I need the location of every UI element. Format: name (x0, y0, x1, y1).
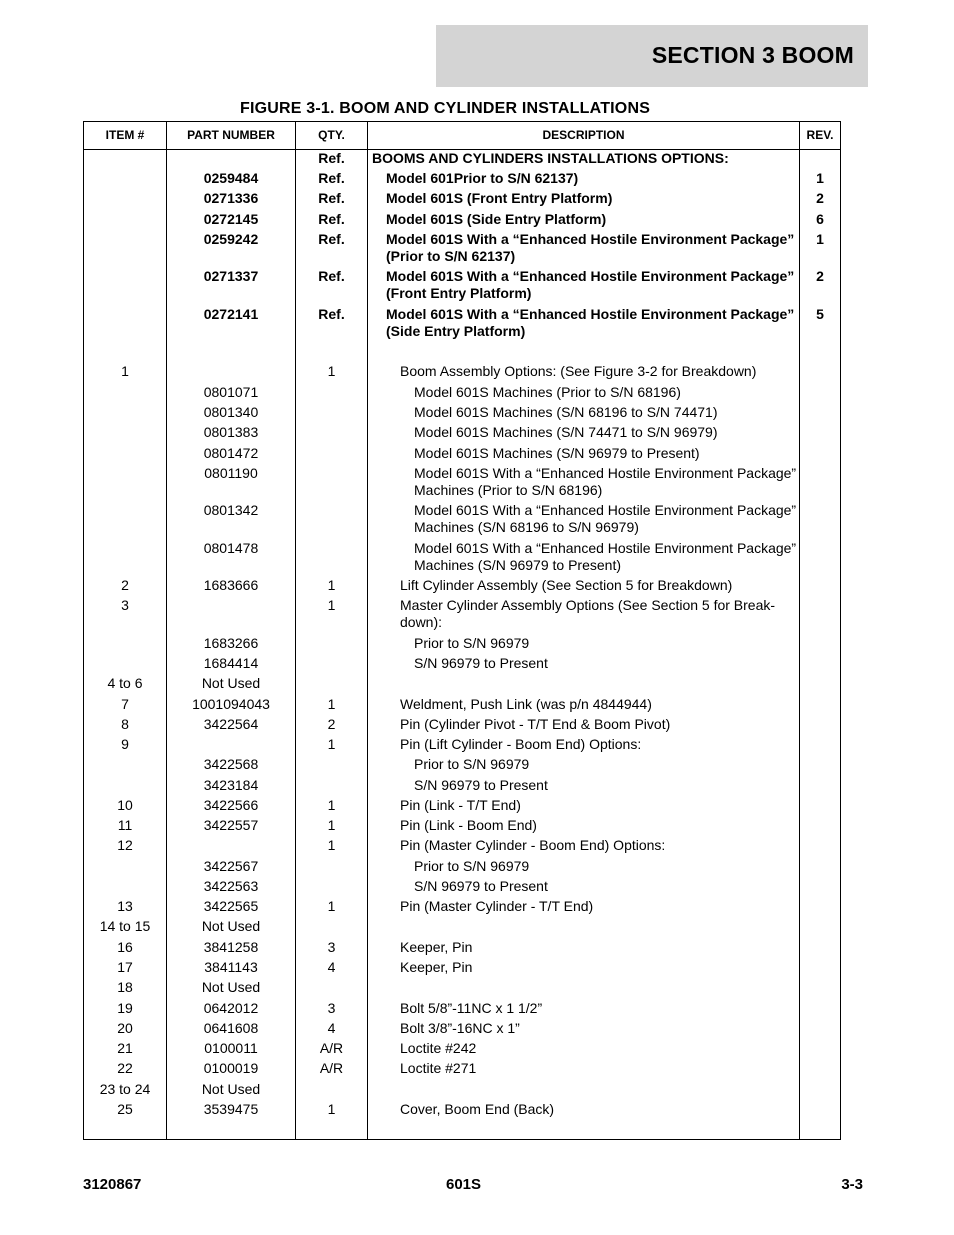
part-number: 0100019 (203, 1060, 259, 1076)
description: Pin (Master Cylinder - Boom End) Options: (400, 837, 666, 853)
section-title: SECTION 3 BOOM (651, 42, 854, 68)
item-number: 14 to 15 (99, 918, 151, 934)
quantity: Ref. (318, 211, 345, 227)
description: Keeper, Pin (400, 939, 473, 955)
item-number: 8 (121, 716, 129, 732)
quantity: Ref. (318, 170, 345, 186)
description: Pin (Lift Cylinder - Boom End) Options: (400, 736, 642, 752)
item-number: 9 (121, 736, 129, 752)
quantity: 4 (327, 1020, 336, 1036)
quantity: 1 (327, 363, 336, 379)
part-number: 3422564 (203, 716, 259, 732)
part-number: 0801071 (203, 384, 259, 400)
header-part-number: PART NUMBER (187, 128, 275, 142)
description: Model 601S With a “Enhanced Hostile Environment Package” (414, 502, 797, 518)
parts-table (83, 121, 841, 1140)
item-number: 10 (117, 797, 133, 813)
part-number: 0100011 (204, 1040, 258, 1056)
header-description: DESCRIPTION (542, 128, 625, 142)
description: Pin (Cylinder Pivot - T/T End & Boom Pivot) (400, 716, 671, 732)
description-continued: Machines (Prior to S/N 68196) (414, 482, 603, 498)
quantity: Ref. (318, 150, 345, 166)
part-number: 1001094043 (192, 696, 270, 712)
figure-title: FIGURE 3-1. BOOM AND CYLINDER INSTALLATIONS (240, 100, 651, 117)
quantity: 3 (327, 939, 336, 955)
description: Model 601S With a “Enhanced Hostile Environment Package” (386, 231, 795, 247)
quantity: 1 (327, 736, 336, 752)
description-continued: (Side Entry Platform) (386, 323, 526, 339)
description-continued: Machines (S/N 68196 to S/N 96979) (414, 519, 639, 535)
part-number: Not Used (201, 979, 261, 995)
description: Model 601S (Side Entry Platform) (386, 211, 607, 227)
part-number: 0259484 (203, 170, 259, 186)
part-number: Not Used (201, 918, 261, 934)
quantity: Ref. (318, 306, 345, 322)
description: Weldment, Push Link (was p/n 4844944) (400, 696, 652, 712)
quantity: 1 (327, 898, 336, 914)
description: Keeper, Pin (400, 959, 473, 975)
header-qty: QTY. (318, 128, 345, 142)
description: Pin (Link - Boom End) (400, 817, 537, 833)
item-number: 18 (117, 979, 133, 995)
description: Pin (Master Cylinder - T/T End) (400, 898, 594, 914)
description: Model 601S Machines (S/N 68196 to S/N 74471) (414, 404, 718, 420)
description: Model 601S With a “Enhanced Hostile Environment Package” (414, 465, 797, 481)
item-number: 17 (117, 959, 133, 975)
part-number: 3539475 (203, 1101, 259, 1117)
part-number: 3422557 (203, 817, 259, 833)
footer-page-number: 3-3 (841, 1176, 863, 1193)
item-number: 22 (117, 1060, 133, 1076)
part-number: 0271336 (203, 190, 259, 206)
quantity: 1 (327, 577, 336, 593)
item-number: 12 (117, 837, 133, 853)
part-number: 3841143 (204, 959, 258, 975)
description: Model 601Prior to S/N 62137) (386, 170, 579, 186)
item-number: 19 (117, 1000, 133, 1016)
part-number: 0259242 (203, 231, 259, 247)
part-number: 0801383 (203, 424, 259, 440)
description: Model 601S With a “Enhanced Hostile Environment Package” (386, 306, 795, 322)
revision: 2 (816, 190, 824, 206)
description: Loctite #271 (400, 1060, 477, 1076)
part-number: 3423184 (203, 777, 259, 793)
item-number: 13 (117, 898, 133, 914)
quantity: 1 (327, 696, 336, 712)
part-number: 0272141 (203, 306, 259, 322)
item-number: 11 (117, 817, 133, 833)
part-number: 0271337 (203, 268, 259, 284)
section-header (436, 25, 868, 87)
quantity: 1 (327, 597, 336, 613)
quantity: A/R (319, 1040, 344, 1056)
item-number: 4 to 6 (107, 675, 143, 691)
item-number: 16 (117, 939, 133, 955)
part-number: 3422568 (203, 756, 259, 772)
part-number: 0801342 (203, 502, 259, 518)
quantity: Ref. (318, 268, 345, 284)
description: Loctite #242 (400, 1040, 477, 1056)
column-divider (367, 122, 368, 1139)
description: Model 601S (Front Entry Platform) (386, 190, 613, 206)
part-number: 0801472 (203, 445, 259, 461)
part-number: 0272145 (203, 211, 259, 227)
footer-doc-number: 3120867 (83, 1176, 142, 1193)
quantity: Ref. (318, 190, 345, 206)
description: Master Cylinder Assembly Options (See Section 5 for Break- (400, 597, 776, 613)
description: S/N 96979 to Present (414, 655, 548, 671)
description: Bolt 5/8”-11NC x 1 1/2” (400, 1000, 543, 1016)
part-number: 3422565 (203, 898, 259, 914)
item-number: 23 to 24 (99, 1081, 151, 1097)
description: Model 601S Machines (S/N 74471 to S/N 96979) (414, 424, 718, 440)
item-number: 2 (121, 577, 129, 593)
description: Prior to S/N 96979 (414, 635, 530, 651)
description: Prior to S/N 96979 (414, 858, 530, 874)
revision: 1 (816, 231, 824, 247)
quantity: 3 (327, 1000, 336, 1016)
item-number: 25 (117, 1101, 133, 1117)
item-number: 20 (117, 1020, 133, 1036)
header-rev: REV. (806, 128, 834, 142)
quantity: 1 (327, 817, 336, 833)
description: S/N 96979 to Present (414, 878, 548, 894)
item-number: 3 (121, 597, 129, 613)
revision: 5 (816, 306, 824, 322)
item-number: 7 (121, 696, 129, 712)
description: Cover, Boom End (Back) (400, 1101, 555, 1117)
part-number: 3841258 (203, 939, 259, 955)
quantity: 4 (327, 959, 336, 975)
part-number: 3422563 (203, 878, 259, 894)
revision: 2 (816, 268, 824, 284)
item-number: 21 (117, 1040, 133, 1056)
quantity: Ref. (318, 231, 345, 247)
description-continued: (Prior to S/N 62137) (386, 248, 516, 264)
header-item: ITEM # (105, 128, 145, 142)
part-number: 1683666 (203, 577, 259, 593)
description: Model 601S With a “Enhanced Hostile Environment Package” (414, 540, 797, 556)
item-number: 1 (121, 363, 129, 379)
description: S/N 96979 to Present (414, 777, 548, 793)
part-number: Not Used (201, 1081, 261, 1097)
description-continued: (Front Entry Platform) (386, 285, 532, 301)
part-number: 0641608 (203, 1020, 259, 1036)
part-number: Not Used (201, 675, 261, 691)
description: Pin (Link - T/T End) (400, 797, 521, 813)
part-number: 1683266 (203, 635, 259, 651)
part-number: 1684414 (203, 655, 259, 671)
part-number: 0801190 (204, 465, 258, 481)
description: Model 601S With a “Enhanced Hostile Environment Package” (386, 268, 795, 284)
description: Model 601S Machines (Prior to S/N 68196) (414, 384, 681, 400)
description: Prior to S/N 96979 (414, 756, 530, 772)
part-number: 0801340 (203, 404, 259, 420)
description: Boom Assembly Options: (See Figure 3-2 for Breakdown) (400, 363, 757, 379)
quantity: 1 (327, 837, 336, 853)
quantity: 1 (327, 1101, 336, 1117)
part-number: 0801478 (203, 540, 259, 556)
revision: 1 (816, 170, 824, 186)
part-number: 0642012 (203, 1000, 259, 1016)
quantity: 1 (327, 797, 336, 813)
description: Model 601S Machines (S/N 96979 to Present) (414, 445, 700, 461)
description: Bolt 3/8”-16NC x 1” (400, 1020, 520, 1036)
description-continued: Machines (S/N 96979 to Present) (414, 557, 621, 573)
description: BOOMS AND CYLINDERS INSTALLATIONS OPTIONS: (372, 150, 729, 166)
revision: 6 (816, 211, 824, 227)
description: Lift Cylinder Assembly (See Section 5 for Breakdown) (400, 577, 733, 593)
quantity: 2 (327, 716, 336, 732)
description-continued: down): (400, 614, 443, 630)
part-number: 3422567 (203, 858, 259, 874)
quantity: A/R (319, 1060, 344, 1076)
part-number: 3422566 (203, 797, 259, 813)
footer-model: 601S (446, 1176, 482, 1193)
